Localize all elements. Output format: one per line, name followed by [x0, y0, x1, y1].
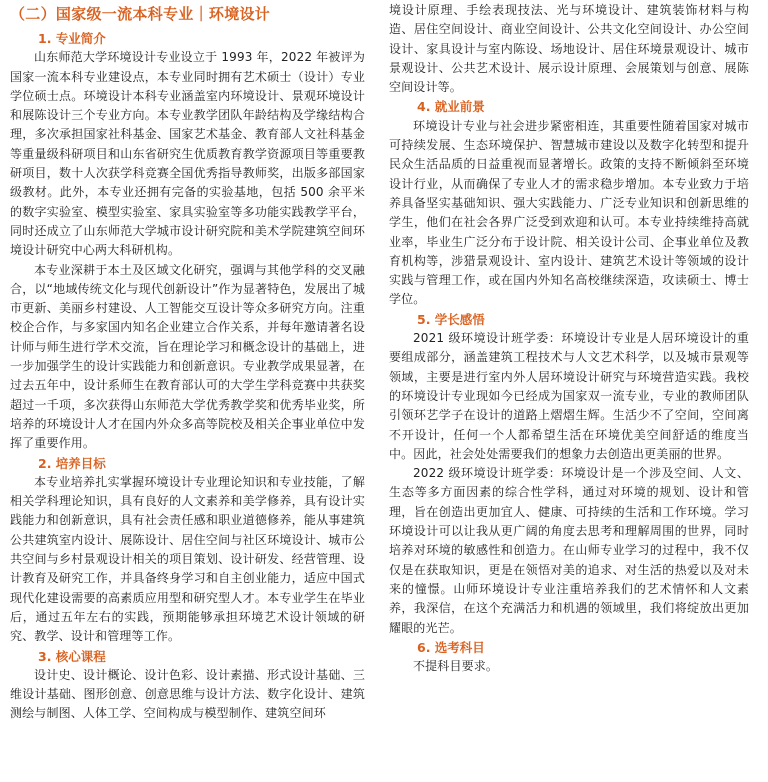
goals-paragraph: 本专业培养扎实掌握环境设计专业理论知识和专业技能，了解相关学科理论知识，具有良好的人文素养和美学修养，具有设计实践能力和创新意识，具有社会责任感和职业道德修养，能从事建筑公共建筑室内设计、展陈设计、居住空间与社区环境设计、城市公共空间与乡村景观设计相关的项目策划、设计研发、经营管理、设计教育及研究工作，并具备终身学习和自主创业能力，适应中国式现代化建设需要的高素质应用型和研究型人才。本专业学生在毕业后，通过五年左右的实践，预期能够承担环境艺术设计领域的研究、教学、设计和管理等工作。 [10, 474, 365, 644]
senior-insights-paragraph-2: 2022 级环境设计班学委：环境设计是一个涉及空间、人文、生态等多方面因素的综合性学科，通过对环境的规划、设计和管理，旨在创造出更加宜人、健康、可持续的生活和工作环境。学习环境设计可以让我从更广阔的角度去思考和理解周围的世界，同时培养对环境的敏感性和创造力。在山师专业学习的过程中，我不仅仅是在获取知识，更是在领悟对美的追求、对生活的热爱以及对未来的憧憬。山师环境设计专业注重培养我们的艺术情怀和人文素养，我深信，在这个充满活力和机遇的领域里，我们将绽放出更加耀眼的光芒。 [389, 466, 749, 635]
employment-heading: 4. 就业前景 [417, 99, 485, 115]
courses-section [10, 647, 365, 724]
courses-continued [389, 1, 749, 97]
courses-heading: 3. 核心课程 [38, 648, 106, 664]
right-column [389, 1, 749, 676]
elective-subjects-heading: 6. 选考科目 [417, 639, 485, 655]
intro-heading: 1. 专业简介 [38, 31, 106, 46]
senior-insights-heading: 5. 学长感悟 [417, 311, 485, 327]
intro-paragraph-2: 本专业深耕于本土及区域文化研究，强调与其他学科的交叉融合，以“地域传统文化与现代创新设计”作为显著特色，发展出了城市更新、美丽乡村建设、人工智能交互设计等众多研究方向。注重校企合作，与多家国内知名企业建立合作关系，并每年邀请著名设计师与师生进行学术交流，旨在理论学习和概念设计的基础上，进一步加强学生的设计实践能力和创新意识。专业教学成果显著，在过去五年中，设计系师生在教育部认可的大学生学科竞赛中共获奖超过一千项，多次获得山东师范大学优秀教学奖和优秀毕业奖，所培养的环境设计人才在国内外众多高等院校及相关企事业单位中发挥了重要作用。 [10, 262, 365, 451]
intro-section [10, 29, 365, 454]
left-column [10, 29, 365, 724]
employment-section [389, 97, 749, 309]
senior-insights-section [389, 310, 749, 638]
elective-subjects-paragraph: 不提科目要求。 [413, 659, 499, 674]
elective-subjects-section [389, 638, 749, 677]
courses-paragraph: 设计史、设计概论、设计色彩、设计素描、形式设计基础、三维设计基础、图形创意、创意思维与设计方法、数字化设计、建筑测绘与制图、人体工学、空间构成与模型制作、建筑空间环 [10, 667, 365, 721]
goals-heading: 2. 培养目标 [38, 455, 106, 471]
courses-paragraph-continued: 境设计原理、手绘表现技法、光与环境设计、建筑装饰材料与构造、居住空间设计、商业空间设计、公共文化空间设计、办公空间设计、家具设计与室内陈设、场地设计、居住环境景观设计、城市景观设计、公共艺术设计、展示设计原理、会展策划与创意、展陈空间设计等。 [389, 3, 749, 95]
goals-section [10, 454, 365, 647]
senior-insights-paragraph-1: 2021 级环境设计班学委：环境设计专业是人居环境设计的重要组成部分，涵盖建筑工程技术与人文艺术科学，以及城市景观等领域，主要是进行室内外人居环境设计研究与环境营造实践。我校的环境设计专业现如今已经成为国家双一流专业，专业的教师团队引领环艺学子在设计的道路上熠熠生辉。生活少不了空间，空间离不开设计，任何一个人都希望生活在环境优美空间舒适的维度当中。因此，社会处处需要我们的想象力去创造出更美丽的世界。 [389, 331, 749, 461]
section-title: （二）国家级一流本科专业｜环境设计 [10, 5, 271, 23]
intro-paragraph-1: 山东师范大学环境设计专业设立于 1993 年，2022 年被评为国家一流本科专业建设点，本专业同时拥有艺术硕士（设计）专业学位硕士点。环境设计本科专业涵盖室内环境设计、景观环境设计和展陈设计三个专业方向。本专业教学团队年龄结构及学缘结构合理，多次承担国家社科基金、国家艺术基金、教育部人文社科基金等重量级科研项目和山东省研究生优质教育教学资源项目等重要教研项目，数十人次获学科竞赛全国优秀指导教师奖，出版多部国家级教材。此外，本专业还拥有完备的实验基地，包括 500 余平米的数字实验室、模型实验室、家具实验室等多功能实践教学平台，同时还成立了山东师范大学城市设计研究院和美术学院建筑空间环境设计研究中心两大科研机构。 [10, 50, 365, 258]
employment-paragraph: 环境设计专业与社会进步紧密相连，其重要性随着国家对城市可持续发展、生态环境保护、智慧城市建设以及数字化转型和提升民众生活品质的日益重视而显著增长。政策的支持不断倾斜至环境设计行业，从而确保了专业人才的需求稳步增加。本专业致力于培养具备坚实基础知识、强大实践能力、广泛专业知识和创新思维的学生，他们在社会各界广泛受到欢迎和认可。本专业持续维持高就业率，毕业生广泛分布于设计院、相关设计公司、企事业单位及教育机构等，涉猎景观设计、室内设计、建筑艺术设计等领域的设计实践与管理工作，或在国内外知名高校继续深造，攻读硕士、博士学位。 [389, 118, 749, 307]
